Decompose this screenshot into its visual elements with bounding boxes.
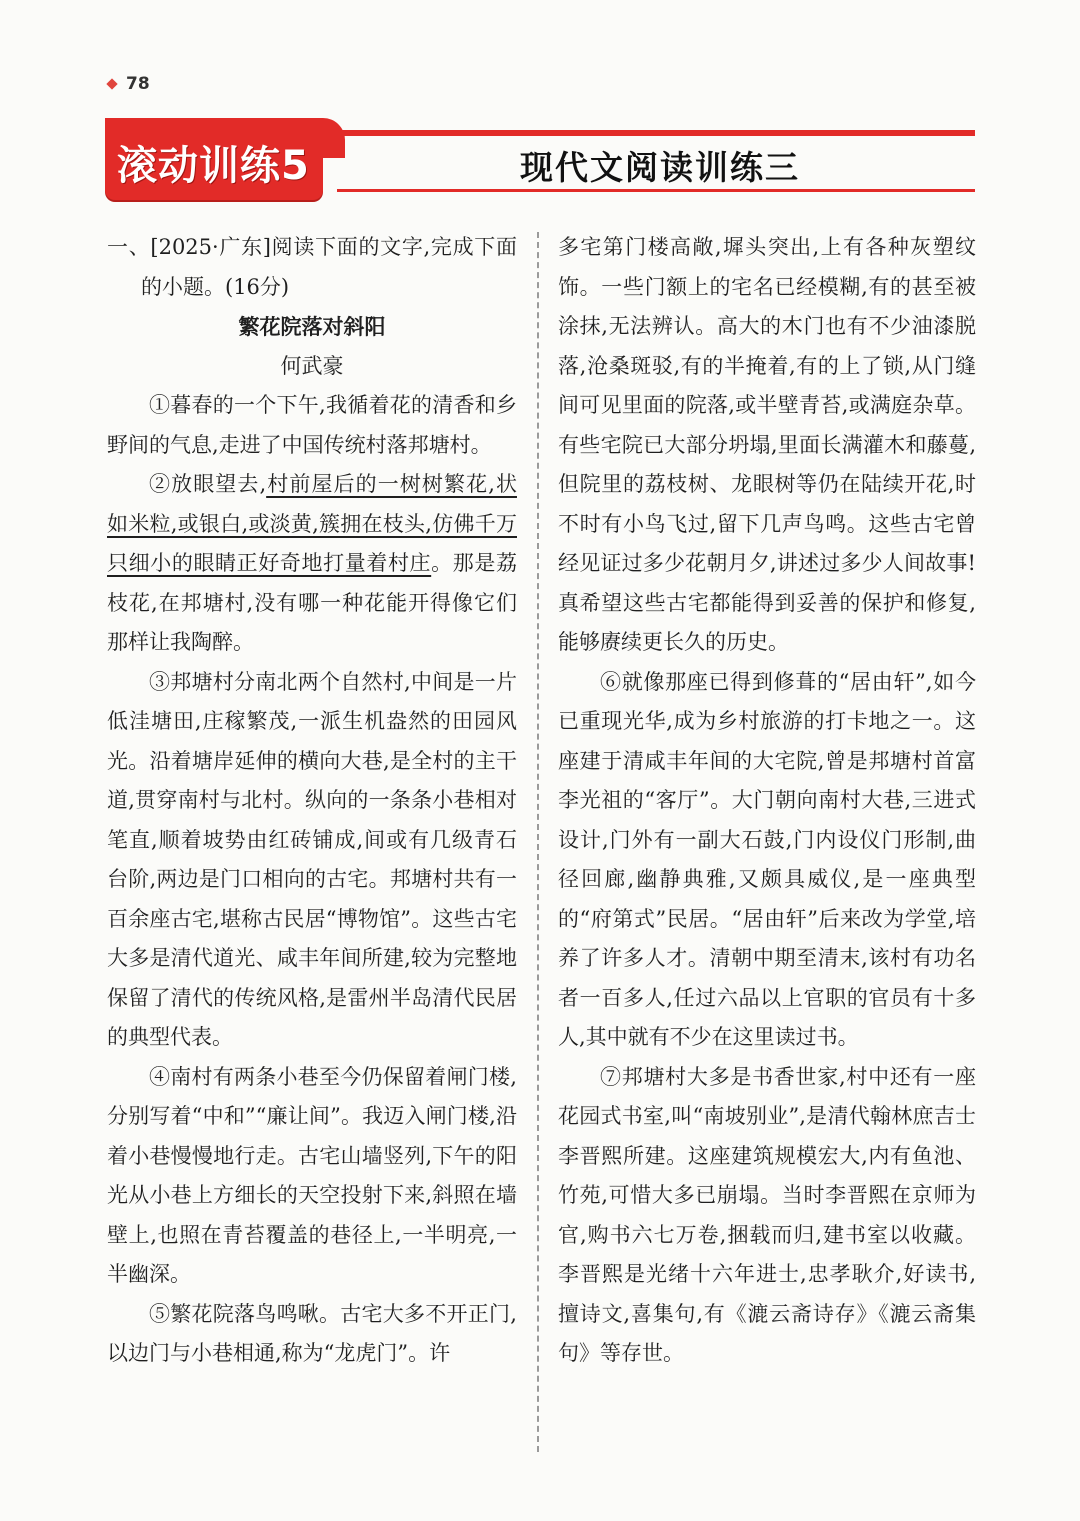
paragraph-2-underlined: 村前屋后的一树树繁花,状如米粒,或银白,或淡黄,簇拥在枝头,仿佛千万只细小的眼睛正好奇地打量着村庄	[107, 472, 517, 575]
paragraph-2-tail: 。那是荔枝花,在邦塘村,没有哪一种花能开得像它们那样让我陶醉。	[107, 551, 518, 654]
section-title: 现代文阅读训练三	[520, 148, 800, 187]
section-badge-text: 滚动训练5	[117, 143, 310, 189]
article-author: 何武豪	[280, 353, 344, 378]
article-title: 繁花院落对斜阳	[238, 314, 386, 339]
diamond-icon	[106, 78, 117, 89]
section-header	[105, 118, 975, 206]
paragraph-2	[107, 465, 517, 663]
section-badge	[105, 118, 323, 200]
paragraph-6: ⑥就像那座已得到修葺的“居由轩”,如今已重现光华,成为乡村旅游的打卡地之一。这座建于清咸丰年间的大宅院,曾是邦塘村首富李光祖的“客厅”。大门朝向南村大巷,三进式设计,门外有一副大石鼓,门内设仪门形制,曲径回廊,幽静典雅,又颇具威仪,是一座典型的“府第式”民居。“居由轩”后来改为学堂,培养了许多人才。清朝中期至清末,该村有功名者一百多人,任过六品以上官职的官员有十多人,其中就有不少在这里读过书。	[558, 669, 976, 1049]
question-heading: 一、[2025·广东]阅读下面的文字,完成下面的小题。(16分)	[107, 235, 517, 299]
header-rule-bottom	[337, 189, 975, 192]
paragraph-5-start: ⑤繁花院落鸟鸣啾。古宅大多不开正门,以边门与小巷相通,称为“龙虎门”。许	[107, 1301, 517, 1365]
paragraph-1: ①暮春的一个下午,我循着花的清香和乡野间的气息,走进了中国传统村落邦塘村。	[107, 393, 517, 457]
paragraph-4: ④南村有两条小巷至今仍保留着闸门楼,分别写着“中和”“廉让间”。我迈入闸门楼,沿着小巷慢慢地行走。古宅山墙竖列,下午的阳光从小巷上方细长的天空投射下来,斜照在墙壁上,也照在青苔覆盖的巷径上,一半明亮,一半幽深。	[107, 1064, 517, 1286]
page-number	[108, 74, 150, 94]
right-column	[558, 228, 976, 1374]
paragraph-2-lead: ②放眼望去,	[149, 472, 267, 496]
paragraph-5-continued: 多宅第门楼高敞,墀头突出,上有各种灰塑纹饰。一些门额上的宅名已经模糊,有的甚至被涂抹,无法辨认。高大的木门也有不少油漆脱落,沧桑斑驳,有的半掩着,有的上了锁,从门缝间可见里面的院落,或半壁青苔,或满庭杂草。有些宅院已大部分坍塌,里面长满灌木和藤蔓,但院里的荔枝树、龙眼树等仍在陆续开花,时不时有小鸟飞过,留下几声鸟鸣。这些古宅曾经见证过多少花朝月夕,讲述过多少人间故事!真希望这些古宅都能得到妥善的保护和修复,能够赓续更长久的历史。	[558, 235, 976, 654]
column-divider	[537, 232, 539, 1452]
header-rule-top	[329, 130, 975, 136]
badge-notch	[323, 118, 345, 158]
page-number-text: 78	[126, 74, 150, 94]
paragraph-7: ⑦邦塘村大多是书香世家,村中还有一座花园式书室,叫“南坡别业”,是清代翰林庶吉士李晋熙所建。这座建筑规模宏大,内有鱼池、竹苑,可惜大多已崩塌。当时李晋熙在京师为官,购书六七万卷,捆载而归,建书室以收藏。李晋熙是光绪十六年进士,忠孝耿介,好读书,擅诗文,喜集句,有《漉云斋诗存》《漉云斋集句》等存世。	[558, 1064, 976, 1365]
left-column	[107, 228, 517, 1374]
paragraph-3: ③邦塘村分南北两个自然村,中间是一片低洼塘田,庄稼繁茂,一派生机盎然的田园风光。沿着塘岸延伸的横向大巷,是全村的主干道,贯穿南村与北村。纵向的一条条小巷相对笔直,顺着坡势由红砖铺成,间或有几级青石台阶,两边是门口相向的古宅。邦塘村共有一百余座古宅,堪称古民居“博物馆”。这些古宅大多是清代道光、咸丰年间所建,较为完整地保留了清代的传统风格,是雷州半岛清代民居的典型代表。	[107, 669, 517, 1049]
